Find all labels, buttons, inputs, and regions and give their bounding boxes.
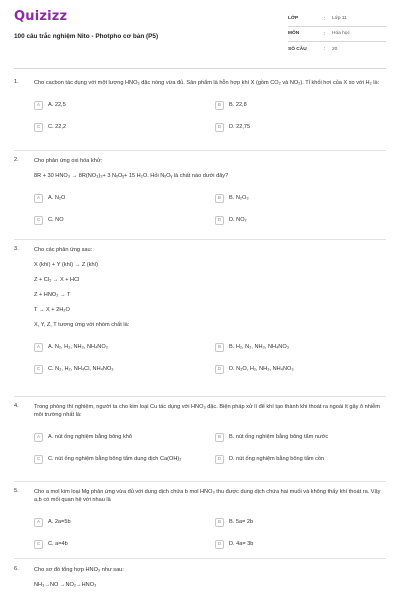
- option-a[interactable]: [34, 515, 205, 529]
- reaction-line: T → X + 2H₂O: [34, 307, 70, 314]
- option-a[interactable]: [34, 340, 205, 354]
- option-letter-box: C: [34, 365, 43, 374]
- option-b[interactable]: [215, 191, 386, 205]
- answer-options: [34, 430, 386, 466]
- option-d[interactable]: [215, 537, 386, 551]
- option-text: C. 22,2: [48, 123, 67, 130]
- option-text: B. nút ống nghiệm bằng bông tẩm nước: [229, 433, 329, 440]
- option-letter-box: C: [34, 123, 43, 132]
- option-letter-box: D: [215, 455, 224, 464]
- option-text: D. 4a= 3b: [229, 540, 254, 547]
- option-b[interactable]: [215, 430, 386, 444]
- meta-label: LỚP: [288, 16, 299, 21]
- option-text: C. nút ống nghiệm bằng bông tẩm dung dịch Ca(OH)₂: [48, 455, 182, 462]
- option-text: C. NO: [48, 216, 64, 223]
- option-b[interactable]: [215, 340, 386, 354]
- option-text: A. 2a=5b: [48, 518, 71, 525]
- option-text: D. nút ống nghiệm bằng bông tẩm cồn: [229, 455, 325, 462]
- question-text: Cho phản ứng oxi hóa khử:: [34, 158, 103, 164]
- meta-value: 20: [332, 46, 338, 52]
- answer-options: [34, 515, 386, 551]
- option-letter-box: A: [34, 101, 43, 110]
- option-letter-box: D: [215, 123, 224, 132]
- option-c[interactable]: [34, 452, 205, 466]
- meta-row-subject: [288, 27, 386, 42]
- question-6: [14, 566, 386, 589]
- meta-row-question-count: [288, 42, 386, 57]
- meta-value: Lớp 11: [332, 16, 347, 21]
- meta-separator: :: [324, 30, 326, 37]
- option-text: A. N₂, H₂, NH₃, NH₄NO₂: [48, 343, 108, 350]
- question-4: [14, 403, 386, 466]
- option-text: B. H₂, N₂, NH₃, NH₄NO₃: [229, 343, 289, 350]
- option-d[interactable]: [215, 452, 386, 466]
- question-text: Cho a mol kim loại Mg phản ứng vừa đủ với dung dịch chứa b mol HNO₃ thu được dung dịch chứa hai muối và không thấy khí thoát ra. Vậy a,b có mối quan hệ với nhau là: [34, 489, 381, 504]
- option-letter-box: D: [215, 540, 224, 549]
- option-text: D. 22,75: [229, 123, 251, 130]
- option-letter-box: D: [215, 365, 224, 374]
- option-letter-box: A: [34, 343, 43, 352]
- question-3: [14, 246, 386, 376]
- option-c[interactable]: [34, 213, 205, 227]
- option-c[interactable]: [34, 362, 205, 376]
- option-b[interactable]: [215, 515, 386, 529]
- question-2: [14, 157, 386, 227]
- option-a[interactable]: [34, 98, 205, 112]
- option-text: A. nút ống nghiệm bằng bông khô: [48, 433, 132, 440]
- option-c[interactable]: [34, 537, 205, 551]
- option-c[interactable]: [34, 120, 205, 134]
- option-text: C. N₂, H₂, NH₄Cl, NH₄NO₃: [48, 365, 114, 372]
- option-text: B. 5a= 2b: [229, 518, 254, 525]
- option-letter-box: A: [34, 518, 43, 527]
- question-text: Cho sơ đồ tổng hợp HNO₃ như sau:: [34, 567, 124, 573]
- meta-row-class: [288, 12, 386, 27]
- option-letter-box: B: [215, 194, 224, 203]
- question-1: [14, 79, 386, 134]
- question-divider: [14, 558, 386, 559]
- meta-label: MÔN: [288, 31, 300, 36]
- option-text: D. N₂O, H₂, NH₃, NH₄NO₃: [229, 365, 294, 372]
- option-text: A. 22,5: [48, 101, 66, 108]
- option-text: C. a=4b: [48, 540, 68, 547]
- option-letter-box: B: [215, 433, 224, 442]
- option-letter-box: A: [34, 194, 43, 203]
- reaction-line: X (khí) + Y (khí) → Z (khí): [34, 262, 98, 269]
- question-number: 2.: [14, 157, 19, 163]
- question-number: 3.: [14, 246, 19, 252]
- meta-value: Hóa học: [332, 31, 350, 36]
- option-letter-box: B: [215, 101, 224, 110]
- option-letter-box: C: [34, 216, 43, 225]
- option-d[interactable]: [215, 120, 386, 134]
- question-text: Trong phòng thí nghiệm, người ta cho kim loại Cu tác dụng với HNO₃ đặc. Biện pháp xử lí để khí tạo thành khi thoát ra ngoài ít gây ô nhiễm môi trường nhất là:: [34, 404, 380, 419]
- reaction-line: Z + Cl₂ → X + HCl: [34, 277, 80, 284]
- question-text: Cho cacbon tác dụng với một lượng HNO₃ đặc nóng vừa đủ. Sản phẩm là hỗn hợp khí X (gồm CO₂ và NO₂). Tỉ khối hơi của X so với H₂ là:: [34, 80, 380, 86]
- header-divider: [14, 68, 386, 69]
- meta-label: SỐ CÂU: [288, 46, 307, 52]
- option-letter-box: C: [34, 455, 43, 464]
- synthesis-scheme: NH₃→NO →NO₂→HNO₃: [34, 582, 97, 589]
- question-number: 4.: [14, 403, 19, 409]
- question-number: 5.: [14, 488, 19, 494]
- question-number: 6.: [14, 566, 19, 572]
- worksheet-title: 100 câu trắc nghiệm Nito - Photpho cơ bản (P5): [14, 33, 159, 40]
- question-divider: [14, 239, 386, 240]
- option-text: A. N₂O: [48, 194, 66, 201]
- option-a[interactable]: [34, 191, 205, 205]
- option-text: B. N₂O₃: [229, 194, 249, 201]
- option-text: B. 22,8: [229, 101, 247, 108]
- reaction-line: Z + HNO₂ → T: [34, 292, 71, 299]
- question-text: Cho các phản ứng sau:: [34, 247, 93, 253]
- question-divider: [14, 481, 386, 482]
- question-5: [14, 488, 386, 551]
- worksheet-header: [0, 0, 400, 68]
- meta-separator: :: [324, 46, 326, 53]
- question-prompt: X, Y, Z, T tương ứng với nhóm chất là:: [34, 322, 130, 329]
- question-number: 1.: [14, 79, 19, 85]
- option-a[interactable]: [34, 430, 205, 444]
- option-letter-box: A: [34, 433, 43, 442]
- option-text: D. NO₂: [229, 216, 247, 223]
- answer-options: [34, 340, 386, 376]
- answer-options: [34, 191, 386, 227]
- option-d[interactable]: [215, 362, 386, 376]
- option-letter-box: D: [215, 216, 224, 225]
- option-letter-box: B: [215, 518, 224, 527]
- question-divider: [14, 150, 386, 151]
- question-equation: 8R + 30 HNO₃ → 8R(NO₃)₃+ 3 NₓOᵧ+ 15 H₂O. Hỏi NₓOᵧ là chất nào dưới đây?: [34, 173, 229, 180]
- option-letter-box: C: [34, 540, 43, 549]
- meta-separator: :: [324, 15, 326, 22]
- option-b[interactable]: [215, 98, 386, 112]
- option-letter-box: B: [215, 343, 224, 352]
- option-d[interactable]: [215, 213, 386, 227]
- question-divider: [14, 396, 386, 397]
- answer-options: [34, 98, 386, 134]
- quizizz-logo: Quizizz: [14, 9, 68, 24]
- worksheet-meta: [288, 12, 386, 57]
